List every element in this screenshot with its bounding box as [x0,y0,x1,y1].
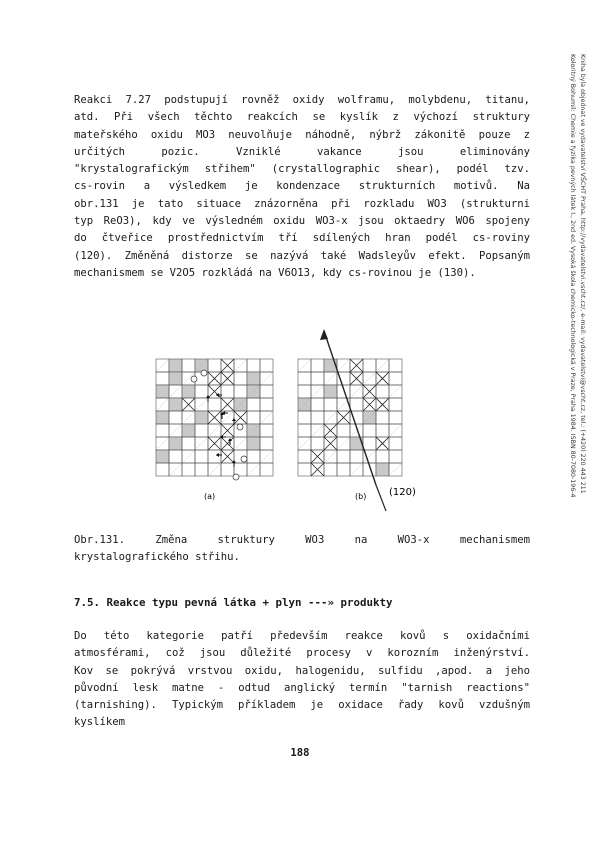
text-line: cs-rovin a výsledkem je kondenzace strukturních motivů. Na [74,180,530,193]
caption-line-2: krystalografického střihu. [74,551,240,564]
text-line: kyslíkem [74,716,126,729]
text-line: atmosférami, což jsou důležité procesy v korozním inženýrství. [74,647,530,660]
text-line: typ ReO3), kdy ve výsledném oxidu WO3-x jsou oktaedry WO6 spojeny [74,215,530,228]
figure-crystal-shear [148,327,438,519]
text-line: mateřského oxidu MO3 neuvolňuje náhodně, nýbrž zákonitě pouze z [74,128,530,141]
grid-a [156,359,273,480]
section-heading: 7.5. Reakce typu pevná látka + plyn ---» produkty [74,596,393,609]
shear-arrow-head [320,329,328,340]
text-line: Kov se pokrývá vrstvou oxidu, halogenidu, sulfidu ,apod. a jeho [74,664,530,677]
figure-caption [74,532,530,567]
text-line: původní lesk matne - odtud anglický termín "tarnish reactions" [74,681,530,694]
text-line: do čtveřice prostřednictvím tří sdílených hran podél cs-roviny [74,232,530,245]
figure-label-a: (a) [204,492,216,501]
text-line: Reakci 7.27 podstupují rovněž oxidy wolframu, molybdenu, titanu, [74,94,530,106]
side-note-line-1: Koloritný Bohumil: Chemie a fyzika pevných látek I., 2nd ed. Vysoká škola chemicko-technologická v Praze, Praha 1984. ISBN 80-7080-196-4 [569,54,576,498]
paragraph-1 [74,92,530,282]
text-line: "krystalografickým střihem" (crystallographic shear), podél tzv. [74,163,530,176]
plane-line [376,485,386,511]
text-line: mechanismem se V2O5 rozkládá na V6O13, kdy cs-rovinou je (130). [74,266,476,279]
plane-label: (120) [389,487,416,498]
grid-b [298,359,402,476]
caption-line-1: Obr.131. Změna struktury WO3 na WO3-x mechanismem [74,534,530,546]
text-line: (120). Změněná distorze se nazývá také Wadsleyův efekt. Popsaným [74,249,530,262]
text-line: Do této kategorie patří především reakce kovů s oxidačními [74,630,530,642]
text-line: (tarnishing). Typickým příkladem je oxidace řady kovů vzdušným [74,699,530,712]
paragraph-2 [74,628,530,732]
text-line: atd. Při všech těchto reakcích se kyslík z výchozí struktury [74,111,530,124]
figure-label-b: (b) [355,492,367,501]
page-number: 188 [290,747,310,759]
text-line: určitých pozic. Vzniklé vakance jsou eliminovány [74,145,530,158]
side-note [568,54,598,574]
text-line: obr.131 je tato situace znázorněna při rozkladu WO3 (strukturni [74,197,530,210]
side-note-line-2: Kniha byla objednat ve vydavatelství VŠCHT Praha, http://vydavatelstvi.vscht.cz/, e-mail: vydavatelstvi@vscht.cz, tel.: (+420) 220 443 211 [579,54,586,494]
